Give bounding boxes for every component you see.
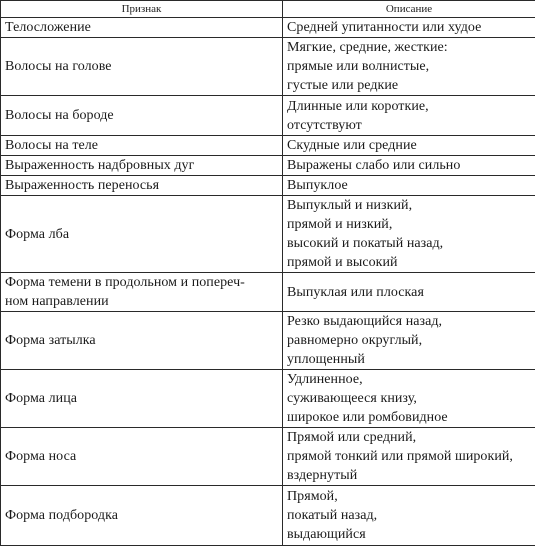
- description-line: Скудные или средние: [287, 138, 417, 153]
- description-line: прямой и низкий,: [287, 217, 393, 232]
- feature-line: Волосы на голове: [5, 59, 112, 74]
- description-line: Резко выдающийся назад,: [287, 314, 443, 329]
- feature-text: [5, 225, 278, 244]
- description-cell: [283, 428, 535, 486]
- description-line: Удлиненное,: [287, 372, 363, 387]
- header-feature: Признак: [1, 1, 283, 18]
- feature-line: Форма лба: [5, 226, 70, 242]
- description-cell: [283, 273, 535, 312]
- description-cell: [283, 312, 535, 370]
- description-line: Средней упитанности или худое: [287, 20, 482, 35]
- feature-cell: [1, 428, 283, 486]
- feature-cell: [1, 96, 283, 136]
- description-cell: [283, 136, 535, 156]
- description-line: Выпуклое: [287, 178, 348, 193]
- feature-cell: [1, 38, 283, 96]
- feature-cell: [1, 486, 283, 546]
- feature-line: Выраженность надбровных дуг: [5, 158, 195, 173]
- header-description: Описание: [283, 1, 535, 18]
- description-line: отсутствуют: [287, 117, 362, 133]
- feature-cell: [1, 312, 283, 370]
- feature-text: [5, 447, 278, 466]
- table-row: [1, 312, 535, 370]
- feature-text: [5, 136, 278, 155]
- feature-line: Волосы на теле: [5, 138, 99, 153]
- feature-line: ном направлении: [5, 294, 109, 309]
- description-cell: [283, 176, 535, 196]
- description-line: вздернутый: [287, 468, 358, 483]
- feature-line: Выраженность переносья: [5, 178, 160, 193]
- feature-cell: [1, 196, 283, 273]
- description-line: прямой тонкий или прямой широкий,: [287, 449, 513, 464]
- table-row: [1, 486, 535, 546]
- description-text: [287, 136, 531, 155]
- description-line: Мягкие, средние, жесткие:: [287, 40, 448, 55]
- table-row: [1, 38, 535, 96]
- feature-text: [5, 156, 278, 175]
- table-row: [1, 273, 535, 312]
- description-cell: [283, 156, 535, 176]
- description-line: покатый назад,: [287, 508, 378, 523]
- feature-cell: [1, 176, 283, 196]
- feature-text: [5, 57, 278, 76]
- table-row: [1, 96, 535, 136]
- description-text: [287, 18, 531, 37]
- description-text: [287, 156, 531, 175]
- feature-text: [5, 176, 278, 195]
- table-row: [1, 196, 535, 273]
- table-row: [1, 156, 535, 176]
- feature-text: [5, 331, 278, 350]
- feature-text: [5, 506, 278, 525]
- description-line: Прямой,: [287, 489, 338, 504]
- description-text: [287, 196, 531, 272]
- feature-cell: [1, 273, 283, 312]
- table-row: [1, 428, 535, 486]
- description-line: Выражены слабо или сильно: [287, 158, 461, 173]
- description-line: широкое или ромбовидное: [287, 410, 448, 425]
- description-line: Прямой или средний,: [287, 430, 417, 445]
- description-text: [287, 97, 531, 135]
- description-line: равномерно округлый,: [287, 333, 423, 348]
- description-line: уплощенный: [287, 352, 365, 367]
- feature-cell: [1, 136, 283, 156]
- feature-text: [5, 389, 278, 408]
- feature-line: Телосложение: [5, 20, 91, 35]
- header-row: [1, 1, 535, 18]
- table-row: [1, 370, 535, 428]
- description-text: [287, 38, 531, 95]
- description-line: суживающееся книзу,: [287, 391, 417, 406]
- feature-line: Волосы на бороде: [5, 108, 114, 123]
- description-line: Выпуклая или плоская: [287, 284, 424, 300]
- feature-text: [5, 273, 278, 311]
- description-cell: [283, 486, 535, 546]
- description-line: Выпуклый и низкий,: [287, 198, 413, 213]
- feature-line: Форма носа: [5, 449, 77, 464]
- table-row: [1, 18, 535, 38]
- description-text: [287, 176, 531, 195]
- description-cell: [283, 370, 535, 428]
- table-row: [1, 136, 535, 156]
- feature-line: Форма лица: [5, 391, 78, 406]
- feature-text: [5, 18, 278, 37]
- description-text: [287, 428, 531, 485]
- feature-cell: [1, 370, 283, 428]
- feature-cell: [1, 18, 283, 38]
- feature-cell: [1, 156, 283, 176]
- description-line: Длинные или короткие,: [287, 98, 429, 114]
- description-line: выдающийся: [287, 527, 366, 542]
- feature-line: Форма подбородка: [5, 508, 118, 523]
- feature-line: Форма темени в продольном и попереч-: [5, 275, 245, 290]
- description-text: [287, 487, 531, 544]
- feature-text: [5, 106, 278, 125]
- description-text: [287, 283, 531, 302]
- description-cell: [283, 196, 535, 273]
- feature-line: Форма затылка: [5, 333, 96, 348]
- description-line: высокий и покатый назад,: [287, 236, 444, 251]
- description-text: [287, 312, 531, 369]
- description-line: густые или редкие: [287, 78, 399, 93]
- description-cell: [283, 18, 535, 38]
- table-body: [1, 18, 535, 546]
- table-row: [1, 176, 535, 196]
- description-text: [287, 370, 531, 427]
- description-line: прямой и высокий: [287, 255, 398, 270]
- description-cell: [283, 96, 535, 136]
- description-cell: [283, 38, 535, 96]
- description-line: прямые или волнистые,: [287, 59, 430, 74]
